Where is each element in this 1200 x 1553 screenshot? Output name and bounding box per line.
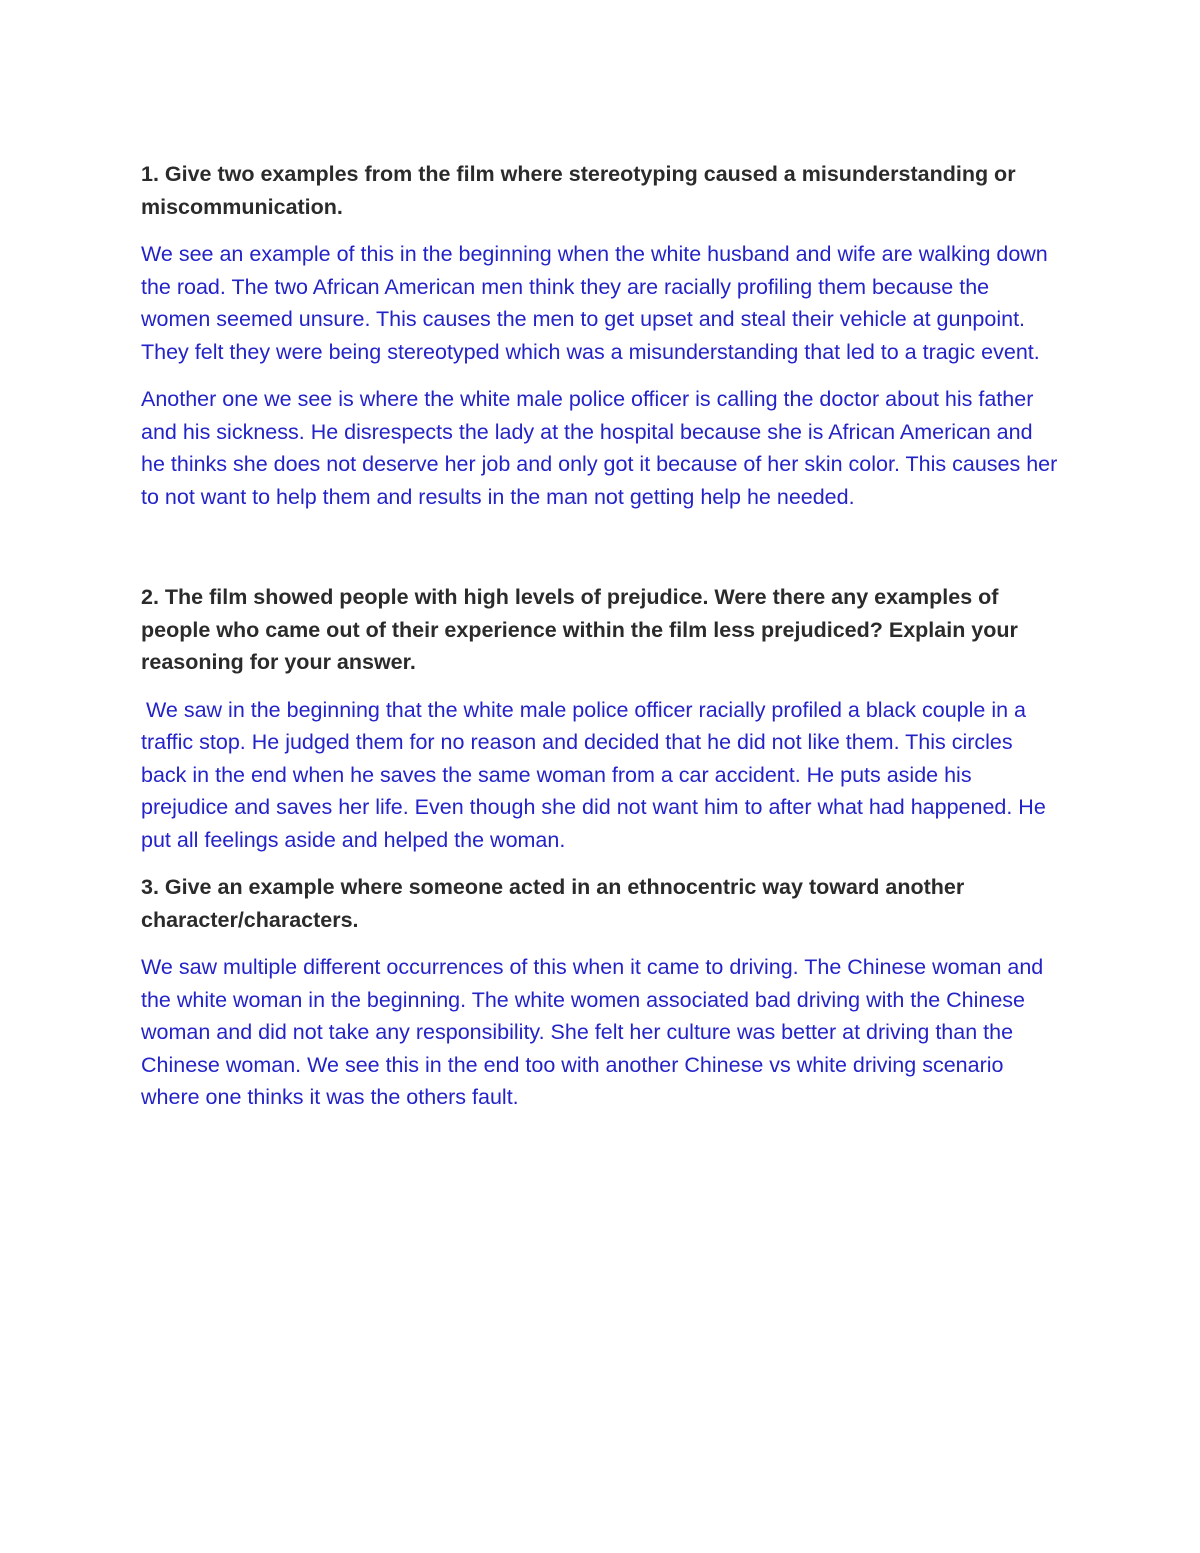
answer-2: We saw in the beginning that the white male police officer racially profiled a black couple in a traffic stop. He judged them for no reason and decided that he did not like them. This circles back in the end when he saves the same woman from a car accident. He puts aside his prejudice and saves her life. Even though she did not want him to after what had happened. He put all feelings aside and helped the woman. [141, 697, 1046, 852]
question-1: 1. Give two examples from the film where stereotyping caused a misunderstanding or miscommunication. [141, 162, 1016, 219]
question-2: 2. The film showed people with high levels of prejudice. Were there any examples of people who came out of their experience within the film less prejudiced? Explain your reasoning for your answer. [141, 585, 1018, 674]
answer-1-paragraph-2: Another one we see is where the white male police officer is calling the doctor about his father and his sickness. He disrespects the lady at the hospital because she is African American and he thinks she does not deserve her job and only got it because of her skin color. This causes her to not want to help them and results in the man not getting help he needed. [141, 387, 1058, 509]
question-3: 3. Give an example where someone acted in an ethnocentric way toward another character/characters. [141, 875, 965, 932]
section-spacer [141, 528, 1061, 581]
answer-3: We saw multiple different occurrences of this when it came to driving. The Chinese woman and the white woman in the beginning. The white women associated bad driving with the Chinese woman and did not take any responsibility. She felt her culture was better at driving than the Chinese woman. We see this in the end too with another Chinese vs white driving scenario where one thinks it was the others fault. [141, 955, 1044, 1109]
answer-1-paragraph-1: We see an example of this in the beginning when the white husband and wife are walking down the road. The two African American men think they are racially profiling them because the women seemed unsure. This causes the men to get upset and steal their vehicle at gunpoint. They felt they were being stereotyped which was a misunderstanding that led to a tragic event. [141, 242, 1048, 364]
document-body [141, 158, 1061, 1129]
